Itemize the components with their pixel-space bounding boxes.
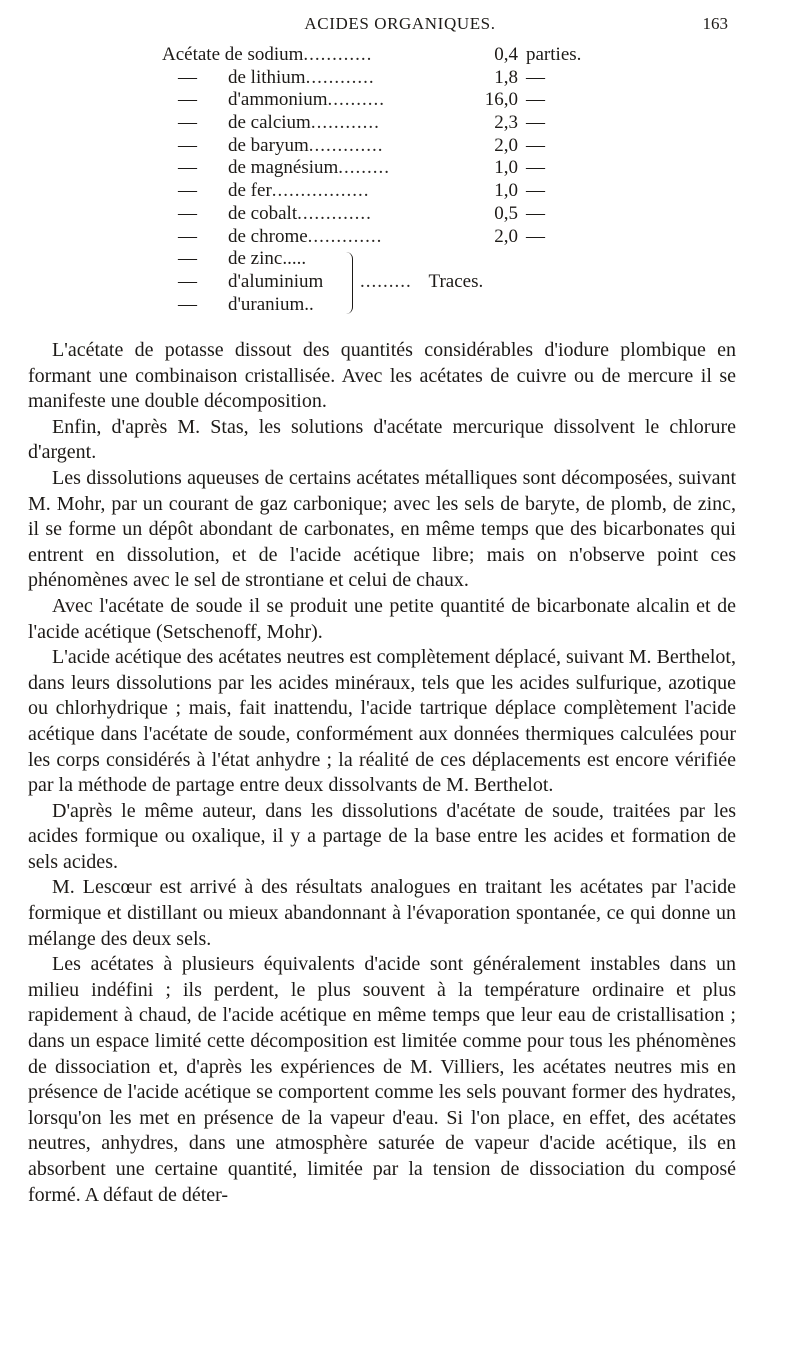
row-unit: — [526,134,545,156]
row-name: d'uranium.. [228,293,314,315]
paragraph: Les dissolutions aqueuses de certains acétates métalliques sont décomposées, suivant M. Mohr, par un courant de gaz carbonique; avec les sels de baryte, de plomb, de zinc, il se forme un dépôt abondant de carbonates, en même temps que des bicarbonates qui entrent en dissolution, et de l'acide acétique libre; mais on n'observe point ces phénomènes avec le sel de strontiane et celui de chaux. [28,466,736,592]
row-value: 2,3 [494,112,518,134]
table-row [150,89,590,112]
paragraph: Les acétates à plusieurs équivalents d'acide sont généralement instables dans un milieu indéfini ; ils perdent, le plus souvent à la température ordinaire et plus rapidement à chaud, de l'acide acétique en même temps que leur eau de cristallisation ; dans un espace limité cette décomposition est limitée comme pour tous les phénomènes de dissociation et, d'après les expériences de M. Villiers, les acétates neutres mis en présence de l'acide acétique se comportent comme les sels pouvant former des hydrates, lorsqu'on les met en présence de la vapeur d'eau. Si l'on place, en effet, des acétates neutres, anhydres, dans une atmosphère saturée de vapeur d'acide acétique, ils en absorbent une certaine quantité, limitée par la tension de dissociation du composé formé. A défaut de déter- [28,953,736,1206]
ditto-dash: — [178,180,197,202]
table-row [150,67,590,90]
row-unit: parties. [526,44,582,65]
row-unit: — [526,225,545,247]
row-name: de lithium [228,66,306,88]
curly-brace [346,252,353,314]
row-value: 0,5 [494,202,518,224]
paragraph: L'acide acétique des acétates neutres est complètement déplacé, suivant M. Berthelot, dans leurs dissolutions par les acides minéraux, tels que les acides sulfurique, azotique ou chlorhydrique ; mais, fait inattendu, l'acide tartrique déplace complètement l'acide acétique dans l'acétate de soude, conformément aux données thermiques calculées pour les corps considérés à l'état anhydre ; la réalité de ces déplacements est encore vérifiée par la méthode de partage entre deux dissolvants de M. Berthelot. [28,646,736,797]
row-value: 1,0 [494,180,518,202]
dot-leader: ............ [303,44,373,65]
table-row [150,203,590,226]
table-row [150,294,590,317]
row-name: de cobalt [228,202,298,224]
row-unit: — [526,66,545,88]
row-name: de fer [228,180,272,202]
paragraph: D'après le même auteur, dans les dissolutions d'acétate de soude, traitées par les acides formique ou oxalique, il y a partage de la base entre les acides et formation de sels acides. [28,799,736,873]
row-unit: — [526,89,545,111]
running-head [0,14,800,38]
row-name: de calcium [228,112,311,134]
row-value: 1,0 [494,157,518,179]
ditto-dash: — [178,202,197,224]
row-value: 2,0 [494,134,518,156]
row-name: de chrome [228,225,308,247]
dot-leader: .......... [327,89,385,111]
row-unit: — [526,202,545,224]
ditto-dash: — [178,225,197,247]
traces-label: Traces. [428,270,484,292]
ditto-dash: — [178,293,197,315]
ditto-dash: — [178,134,197,156]
ditto-dash: — [178,112,197,134]
row-unit: — [526,157,545,179]
row-name: Acétate de sodium [162,44,304,65]
body-text [28,338,736,1208]
traces-group [150,248,590,316]
dot-leader: ............. [297,202,372,224]
table-row [150,112,590,135]
page-number: 163 [702,14,728,33]
dot-leader: ............. [307,225,383,247]
row-name: de zinc..... [228,248,307,270]
running-title: ACIDES ORGANIQUES. [304,14,496,33]
paragraph: Enfin, d'après M. Stas, les solutions d'acétate mercurique dissolvent le chlorure d'argent. [28,415,736,464]
dot-leader: ............. [308,134,384,156]
row-value: 16,0 [484,89,518,111]
dot-leader: ......... [360,270,412,292]
table-row [150,157,590,180]
table-row [150,135,590,158]
ditto-dash: — [178,66,197,88]
row-value: 0,4 [494,44,518,65]
ditto-dash: — [178,89,197,111]
row-name: d'ammonium [228,89,328,111]
row-value: 1,8 [494,66,518,88]
dot-leader: ......... [338,157,391,179]
paragraph: M. Lescœur est arrivé à des résultats analogues en traitant les acétates par l'acide formique et distillant ou mieux abandonnant à l'évaporation spontanée, ce qui donne un mélange des deux sels. [28,876,736,950]
ditto-dash: — [178,248,197,270]
ditto-dash: — [178,157,197,179]
dot-leader: ................. [271,180,370,202]
paragraph: L'acétate de potasse dissout des quantités considérables d'iodure plombique en formant une combinaison cristallisée. Avec les acétates de cuivre ou de mercure il se manifeste une double décomposition. [28,339,736,413]
table-row [150,248,590,271]
row-name: de baryum [228,134,309,156]
table-row [150,226,590,249]
dot-leader: ............ [310,112,380,134]
row-unit: — [526,180,545,202]
row-value: 2,0 [494,225,518,247]
paragraph: Avec l'acétate de soude il se produit une petite quantité de bicarbonate alcalin et de l'acide acétique (Setschenoff, Mohr). [28,594,736,643]
acetate-solubility-table [150,44,590,316]
dot-leader: ............ [305,66,375,88]
ditto-dash: — [178,270,197,292]
table-row [150,44,590,67]
row-name: d'aluminium [228,270,324,292]
row-unit: — [526,112,545,134]
table-row [150,180,590,203]
row-name: de magnésium [228,157,339,179]
